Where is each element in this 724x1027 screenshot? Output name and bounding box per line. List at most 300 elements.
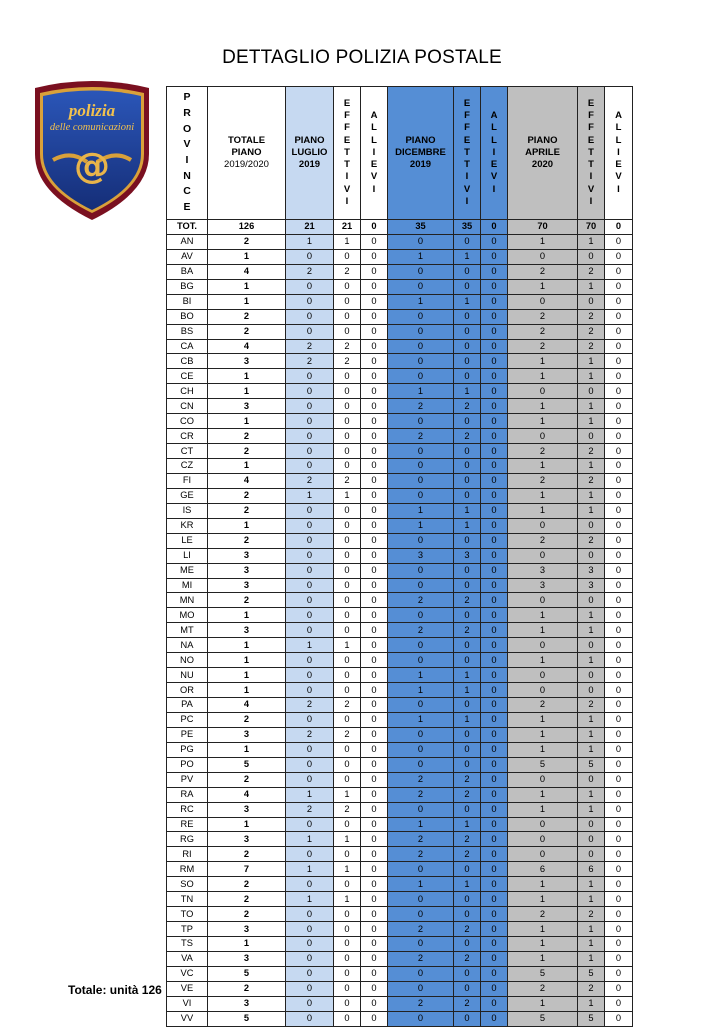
table-row <box>167 473 633 488</box>
table-cell: 0 <box>334 533 361 548</box>
table-cell: 1 <box>578 742 605 757</box>
table-cell: 0 <box>508 593 578 608</box>
table-cell: 1 <box>578 787 605 802</box>
table-cell: 1 <box>508 459 578 474</box>
table-cell: 0 <box>481 638 508 653</box>
table-cell: 0 <box>361 787 388 802</box>
table-cell: 1 <box>454 384 481 399</box>
table-cell: 0 <box>286 548 334 563</box>
table-cell: 1 <box>208 683 286 698</box>
table-cell: 0 <box>605 503 633 518</box>
table-cell: 0 <box>454 339 481 354</box>
table-cell: 1 <box>578 369 605 384</box>
table-cell: 5 <box>208 966 286 981</box>
table-cell: 0 <box>481 712 508 727</box>
table-cell: 0 <box>361 742 388 757</box>
table-row <box>167 459 633 474</box>
table-cell: 0 <box>454 862 481 877</box>
table-cell: 6 <box>508 862 578 877</box>
table-row <box>167 339 633 354</box>
table-cell: 1 <box>508 414 578 429</box>
table-cell: 2 <box>388 593 454 608</box>
table-row <box>167 966 633 981</box>
table-cell: 0 <box>481 862 508 877</box>
table-cell: 0 <box>334 712 361 727</box>
table-cell: 1 <box>508 608 578 623</box>
table-row <box>167 264 633 279</box>
table-cell: 0 <box>481 234 508 249</box>
table-cell: 0 <box>605 354 633 369</box>
table-cell: 0 <box>286 847 334 862</box>
table-cell: 0 <box>361 503 388 518</box>
table-cell: 0 <box>286 444 334 459</box>
table-cell: 0 <box>334 937 361 952</box>
table-cell: 1 <box>578 996 605 1011</box>
table-cell: 0 <box>508 847 578 862</box>
table-cell: 0 <box>605 444 633 459</box>
table-cell: 0 <box>454 742 481 757</box>
table-cell: 0 <box>578 817 605 832</box>
header-piano-luglio: PIANO LUGLIO 2019 <box>286 87 334 220</box>
table-cell: 0 <box>334 907 361 922</box>
table-cell: 0 <box>454 414 481 429</box>
table-cell: 1 <box>508 742 578 757</box>
table-cell: 0 <box>334 683 361 698</box>
table-row <box>167 937 633 952</box>
table-cell: 0 <box>481 1011 508 1026</box>
table-row <box>167 742 633 757</box>
table-cell: 5 <box>578 1011 605 1026</box>
table-cell: 0 <box>334 742 361 757</box>
table-row <box>167 877 633 892</box>
table-cell: 0 <box>361 533 388 548</box>
table-cell: AV <box>167 249 208 264</box>
table-cell: 1 <box>578 459 605 474</box>
table-cell: 1 <box>286 234 334 249</box>
table-cell: 0 <box>508 668 578 683</box>
table-cell: 0 <box>388 414 454 429</box>
table-cell: 0 <box>286 668 334 683</box>
table-cell: 0 <box>334 294 361 309</box>
table-cell: 0 <box>454 563 481 578</box>
table-row <box>167 802 633 817</box>
table-cell: 0 <box>361 847 388 862</box>
table-cell: AN <box>167 234 208 249</box>
table-cell: 1 <box>578 488 605 503</box>
table-cell: 3 <box>208 951 286 966</box>
table-cell: 1 <box>454 518 481 533</box>
table-cell: 0 <box>286 981 334 996</box>
table-cell: 0 <box>334 578 361 593</box>
table-cell: 0 <box>286 653 334 668</box>
table-cell: 0 <box>508 429 578 444</box>
table-cell: 3 <box>208 996 286 1011</box>
table-cell: 0 <box>605 727 633 742</box>
table-cell: 21 <box>334 220 361 235</box>
table-cell: 1 <box>578 503 605 518</box>
table-cell: 0 <box>361 593 388 608</box>
table-cell: 1 <box>508 877 578 892</box>
table-row <box>167 623 633 638</box>
table-cell: 0 <box>454 981 481 996</box>
table-cell: 0 <box>286 742 334 757</box>
table-cell: 0 <box>286 772 334 787</box>
table-cell: 2 <box>334 727 361 742</box>
table-cell: 0 <box>388 727 454 742</box>
table-cell: 0 <box>361 384 388 399</box>
table-cell: 0 <box>605 623 633 638</box>
table-cell: 2 <box>208 772 286 787</box>
table-cell: 6 <box>578 862 605 877</box>
table-cell: 0 <box>481 907 508 922</box>
table-cell: 0 <box>508 772 578 787</box>
table-cell: 0 <box>454 907 481 922</box>
table-cell: 1 <box>286 892 334 907</box>
table-cell: 0 <box>334 877 361 892</box>
table-cell: 0 <box>454 324 481 339</box>
header-allievi-luglio: ALLIEVI <box>361 87 388 220</box>
table-cell: 0 <box>481 727 508 742</box>
table-cell: 0 <box>481 533 508 548</box>
table-cell: 0 <box>286 414 334 429</box>
table-cell: 0 <box>454 578 481 593</box>
table-cell: 0 <box>605 668 633 683</box>
table-cell: 0 <box>361 981 388 996</box>
table-cell: 1 <box>286 862 334 877</box>
table-cell: 0 <box>361 668 388 683</box>
table-cell: 0 <box>578 668 605 683</box>
table-cell: MT <box>167 623 208 638</box>
table-cell: 0 <box>286 249 334 264</box>
table-cell: 4 <box>208 339 286 354</box>
table-cell: 0 <box>361 996 388 1011</box>
table-cell: BS <box>167 324 208 339</box>
table-cell: 1 <box>208 742 286 757</box>
table-cell: 1 <box>208 384 286 399</box>
table-row <box>167 727 633 742</box>
table-row <box>167 668 633 683</box>
table-cell: 0 <box>454 459 481 474</box>
table-cell: 0 <box>481 444 508 459</box>
header-effettivi-aprile: EFFETTIVI <box>578 87 605 220</box>
table-cell: 0 <box>388 578 454 593</box>
table-row <box>167 324 633 339</box>
table-row <box>167 578 633 593</box>
table-cell: 0 <box>605 847 633 862</box>
table-cell: 0 <box>454 369 481 384</box>
table-cell: 3 <box>388 548 454 563</box>
table-cell: 0 <box>361 234 388 249</box>
table-cell: 0 <box>334 623 361 638</box>
table-cell: 0 <box>605 220 633 235</box>
table-cell: 0 <box>481 369 508 384</box>
table-cell: PO <box>167 757 208 772</box>
table-cell: 0 <box>388 459 454 474</box>
table-cell: 2 <box>208 892 286 907</box>
table-cell: PA <box>167 698 208 713</box>
table-cell: 0 <box>286 1011 334 1026</box>
table-cell: 2 <box>388 772 454 787</box>
table-cell: 0 <box>388 488 454 503</box>
table-cell: 0 <box>361 518 388 533</box>
table-cell: 1 <box>578 354 605 369</box>
table-cell: 0 <box>605 488 633 503</box>
table-cell: 0 <box>286 593 334 608</box>
table-row <box>167 981 633 996</box>
table-cell: 0 <box>481 593 508 608</box>
table-cell: 0 <box>605 862 633 877</box>
table-cell: 0 <box>388 608 454 623</box>
table-cell: MI <box>167 578 208 593</box>
table-cell: GE <box>167 488 208 503</box>
table-cell: 0 <box>286 683 334 698</box>
table-cell: 0 <box>334 608 361 623</box>
table-cell: 0 <box>361 249 388 264</box>
table-cell: 0 <box>388 907 454 922</box>
table-cell: 0 <box>605 294 633 309</box>
table-cell: 0 <box>361 862 388 877</box>
table-cell: TP <box>167 922 208 937</box>
table-cell: 1 <box>508 488 578 503</box>
table-cell: 0 <box>286 324 334 339</box>
table-cell: 2 <box>454 593 481 608</box>
table-cell: 0 <box>481 339 508 354</box>
table-cell: 0 <box>361 757 388 772</box>
table-cell: 1 <box>208 279 286 294</box>
table-cell: 0 <box>361 354 388 369</box>
table-cell: 3 <box>208 578 286 593</box>
table-cell: 2 <box>334 698 361 713</box>
table-cell: 1 <box>208 668 286 683</box>
table-cell: 0 <box>605 653 633 668</box>
table-cell: 2 <box>454 922 481 937</box>
table-cell: 2 <box>208 444 286 459</box>
table-cell: 2 <box>208 593 286 608</box>
table-cell: PV <box>167 772 208 787</box>
table-cell: 0 <box>361 907 388 922</box>
table-cell: MN <box>167 593 208 608</box>
table-cell: 35 <box>388 220 454 235</box>
table-row <box>167 817 633 832</box>
table-cell: 1 <box>508 712 578 727</box>
table-cell: 0 <box>334 429 361 444</box>
table-cell: 0 <box>605 429 633 444</box>
table-cell: 1 <box>508 399 578 414</box>
table-cell: 2 <box>388 429 454 444</box>
table-row <box>167 384 633 399</box>
table-cell: 0 <box>388 966 454 981</box>
table-row <box>167 488 633 503</box>
table-cell: 1 <box>208 294 286 309</box>
table-cell: 0 <box>361 817 388 832</box>
table-cell: 2 <box>578 324 605 339</box>
table-cell: 0 <box>481 937 508 952</box>
table-cell: 1 <box>334 787 361 802</box>
table-cell: 0 <box>454 966 481 981</box>
table-cell: 0 <box>388 264 454 279</box>
table-cell: 2 <box>454 996 481 1011</box>
table-cell: 0 <box>454 892 481 907</box>
table-cell: 1 <box>508 892 578 907</box>
table-cell: 0 <box>605 981 633 996</box>
table-cell: 0 <box>388 563 454 578</box>
table-cell: 0 <box>388 638 454 653</box>
table-cell: 1 <box>334 638 361 653</box>
table-cell: MO <box>167 608 208 623</box>
table-cell: 1 <box>578 608 605 623</box>
table-cell: 0 <box>605 563 633 578</box>
table-cell: 0 <box>481 294 508 309</box>
table-row <box>167 354 633 369</box>
table-cell: 1 <box>578 414 605 429</box>
table-row <box>167 787 633 802</box>
table-cell: 3 <box>208 563 286 578</box>
table-cell: 0 <box>286 712 334 727</box>
table-cell: 0 <box>286 384 334 399</box>
table-cell: 1 <box>388 877 454 892</box>
table-cell: 0 <box>454 802 481 817</box>
table-cell: 2 <box>578 444 605 459</box>
table-cell: CN <box>167 399 208 414</box>
table-row <box>167 832 633 847</box>
table-cell: VI <box>167 996 208 1011</box>
table-cell: 2 <box>454 832 481 847</box>
table-cell: 0 <box>361 473 388 488</box>
table-cell: 0 <box>334 324 361 339</box>
table-cell: 0 <box>481 414 508 429</box>
table-cell: 0 <box>334 966 361 981</box>
table-cell: 0 <box>481 488 508 503</box>
table-cell: 0 <box>361 966 388 981</box>
table-cell: 0 <box>481 787 508 802</box>
table-cell: OR <box>167 683 208 698</box>
table-cell: 0 <box>454 473 481 488</box>
table-cell: 0 <box>605 309 633 324</box>
table-cell: 1 <box>508 623 578 638</box>
table-cell: 0 <box>605 473 633 488</box>
table-cell: 0 <box>481 473 508 488</box>
table-cell: 0 <box>454 354 481 369</box>
table-cell: 0 <box>361 653 388 668</box>
table-cell: 0 <box>361 937 388 952</box>
table-cell: 2 <box>208 309 286 324</box>
table-cell: 1 <box>388 503 454 518</box>
table-cell: 0 <box>334 593 361 608</box>
table-cell: 0 <box>605 593 633 608</box>
svg-text:polizia: polizia <box>68 101 116 120</box>
table-cell: 4 <box>208 787 286 802</box>
table-cell: 0 <box>286 951 334 966</box>
table-cell: 0 <box>454 638 481 653</box>
table-row <box>167 922 633 937</box>
table-cell: 2 <box>454 787 481 802</box>
table-cell: 0 <box>286 309 334 324</box>
table-cell: CO <box>167 414 208 429</box>
table-cell: 0 <box>578 384 605 399</box>
table-cell: 2 <box>578 264 605 279</box>
table-cell: 2 <box>388 832 454 847</box>
table-cell: VA <box>167 951 208 966</box>
table-cell: 1 <box>578 279 605 294</box>
table-cell: 0 <box>508 817 578 832</box>
table-cell: 0 <box>334 309 361 324</box>
table-cell: 0 <box>388 279 454 294</box>
table-cell: 0 <box>388 444 454 459</box>
table-cell: 0 <box>286 518 334 533</box>
table-cell: 1 <box>454 249 481 264</box>
table-row <box>167 757 633 772</box>
table-row <box>167 309 633 324</box>
table-cell: 0 <box>605 518 633 533</box>
table-cell: 2 <box>286 727 334 742</box>
table-cell: 0 <box>361 578 388 593</box>
table-cell: SO <box>167 877 208 892</box>
table-cell: 2 <box>286 264 334 279</box>
table-cell: 0 <box>481 922 508 937</box>
table-cell: 0 <box>361 220 388 235</box>
table-cell: 1 <box>578 399 605 414</box>
table-cell: 0 <box>481 683 508 698</box>
table-cell: 0 <box>334 847 361 862</box>
table-cell: 0 <box>454 279 481 294</box>
table-cell: 3 <box>508 578 578 593</box>
table-cell: RG <box>167 832 208 847</box>
table-cell: 2 <box>508 264 578 279</box>
table-cell: 5 <box>578 757 605 772</box>
table-cell: ME <box>167 563 208 578</box>
header-allievi-aprile: ALLIEVI <box>605 87 633 220</box>
table-cell: 2 <box>388 922 454 937</box>
table-cell: 1 <box>578 712 605 727</box>
table-cell: 0 <box>481 966 508 981</box>
table-cell: 0 <box>334 249 361 264</box>
table-cell: VE <box>167 981 208 996</box>
table-cell: 0 <box>605 234 633 249</box>
table-cell: 1 <box>508 727 578 742</box>
table-cell: 0 <box>388 369 454 384</box>
table-cell: 0 <box>481 757 508 772</box>
table-cell: 0 <box>454 698 481 713</box>
table-cell: 1 <box>454 712 481 727</box>
table-cell: 0 <box>361 698 388 713</box>
table-cell: 0 <box>286 279 334 294</box>
table-cell: 2 <box>388 951 454 966</box>
table-cell: 1 <box>208 653 286 668</box>
table-cell: 0 <box>361 1011 388 1026</box>
table-row <box>167 608 633 623</box>
table-cell: 1 <box>578 877 605 892</box>
table-cell: RA <box>167 787 208 802</box>
table-row <box>167 653 633 668</box>
table-cell: 0 <box>508 294 578 309</box>
table-cell: 0 <box>388 533 454 548</box>
table-cell: 0 <box>361 488 388 503</box>
header-effettivi-luglio: EFFETTIVI <box>334 87 361 220</box>
table-cell: 1 <box>508 279 578 294</box>
table-cell: 1 <box>208 817 286 832</box>
table-cell: 2 <box>208 234 286 249</box>
table-cell: 0 <box>481 548 508 563</box>
table-cell: 0 <box>334 548 361 563</box>
table-cell: 1 <box>334 488 361 503</box>
table-cell: PE <box>167 727 208 742</box>
table-cell: 0 <box>481 742 508 757</box>
table-cell: 35 <box>454 220 481 235</box>
table-cell: 0 <box>361 683 388 698</box>
table-cell: 3 <box>208 832 286 847</box>
table-cell: 2 <box>208 324 286 339</box>
table-cell: 0 <box>481 996 508 1011</box>
